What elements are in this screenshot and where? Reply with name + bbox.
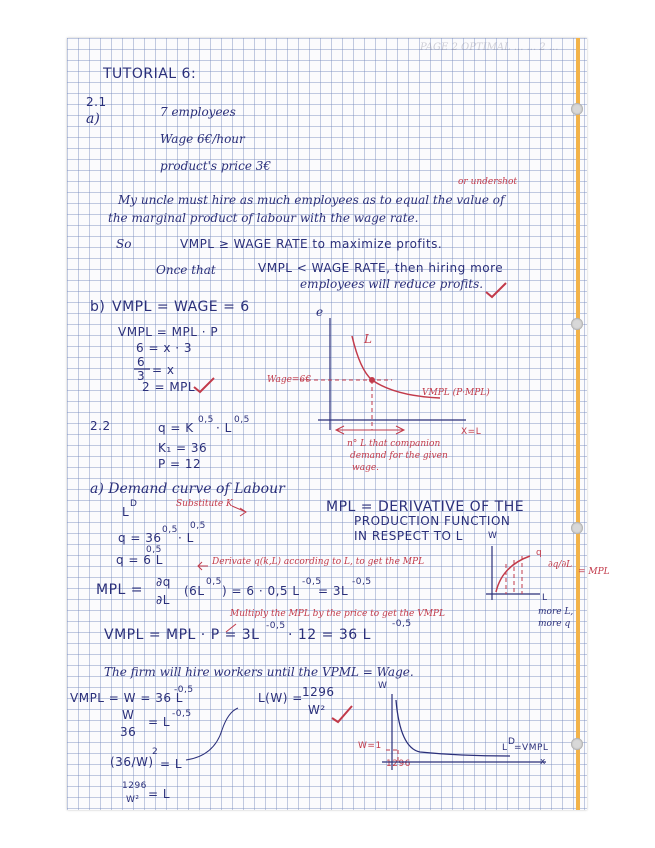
graph-axis-label: W: [378, 681, 388, 691]
equation: q = 36: [118, 531, 162, 545]
given-price: product's price 3€: [160, 159, 272, 173]
fraction-top: W: [122, 708, 135, 722]
annotation: Multiply the MPL by the price to get the VMPL: [230, 609, 445, 619]
graph-note: more q: [538, 619, 571, 629]
exponent: -0,5: [174, 685, 194, 695]
graph-note: more L,: [538, 607, 574, 617]
graph-curve-label: ∂q/∂L: [548, 560, 573, 570]
answer-text: the marginal product of labour with the wage rate.: [108, 211, 419, 225]
check-mark: [332, 706, 352, 722]
equilibrium-point: [369, 377, 375, 383]
answer-text: My uncle must hire as much employees as to equal the value of: [118, 193, 505, 207]
graph-curve-label: L: [502, 743, 508, 753]
answer-text: So: [116, 237, 132, 251]
superscript: D: [508, 737, 516, 747]
graph-curve-label: =VMPL: [514, 743, 549, 753]
exponent: -0,5: [266, 621, 286, 631]
definition: PRODUCTION FUNCTION: [354, 514, 511, 528]
graph-curve-label: = MPL: [578, 567, 610, 577]
graph-note: demand for the given: [350, 451, 448, 461]
condition-text: VMPL < WAGE RATE, then hiring more: [258, 261, 504, 275]
exponent: -0,5: [172, 709, 192, 719]
equation: · 12 = 36 L: [288, 627, 371, 643]
fraction-bottom: 3: [137, 369, 146, 383]
graph-axis-label: W: [488, 531, 498, 541]
exponent: 2: [152, 747, 159, 757]
equation: 6 = x · 3: [136, 341, 192, 355]
part-label: a): [86, 111, 100, 127]
fraction-top: 6: [137, 355, 146, 369]
graph-curve-label: L: [364, 332, 372, 346]
equation: (6L: [184, 584, 205, 598]
graph-curve-label: q: [536, 548, 543, 558]
fraction-top: 1296: [122, 781, 147, 791]
bleed-through-text: PAGE 2 OPTIMAL ... ... 2 ...: [420, 42, 559, 53]
check-mark: [486, 283, 506, 297]
equation: = x: [152, 363, 175, 377]
exponent: 0,5: [190, 521, 206, 531]
equation: 2 = MPL: [142, 380, 196, 394]
exponent: 0,5: [234, 415, 250, 425]
connector-arrow: [186, 708, 238, 760]
section-number: 2.1: [86, 95, 107, 109]
exponent: -0,5: [352, 577, 372, 587]
conclusion-text: The firm will hire workers until the VPML = Wage.: [104, 665, 414, 679]
check-mark: [194, 378, 214, 392]
fraction-top: 1296: [302, 685, 335, 699]
condition-text: VMPL ≥ WAGE RATE to maximize profits.: [180, 237, 443, 251]
equation: VMPL = MPL · P = 3L: [104, 627, 260, 643]
equation: = L: [160, 757, 183, 771]
equation: K₁ = 36: [158, 441, 208, 455]
annotation: Derivate q(k,L) according to L, to get the MPL: [212, 557, 425, 567]
vmpl-curve: [396, 700, 510, 756]
correction-note: or undershot: [458, 177, 518, 187]
graph-wage-label: W=1: [358, 741, 382, 751]
equation: ) = 6 · 0,5 L: [222, 584, 300, 598]
fraction-bottom: 36: [120, 725, 137, 739]
equation: = 3L: [318, 584, 349, 598]
exponent: 0,5: [206, 577, 222, 587]
exponent: -0,5: [392, 619, 412, 629]
equation: = L: [148, 787, 171, 801]
graph-note: wage.: [352, 463, 380, 473]
exponent: 0,5: [146, 545, 162, 555]
annotation-arrow: [198, 562, 208, 570]
equation: q = 6 L: [116, 553, 163, 567]
given-employees: 7 employees: [160, 105, 236, 119]
equation: VMPL = W = 36 L: [70, 691, 183, 705]
arrow: [336, 426, 404, 434]
given-wage: Wage 6€/hour: [160, 132, 245, 146]
definition: MPL = DERIVATIVE OF THE: [326, 499, 525, 515]
equation: · L: [178, 531, 194, 545]
page-title: TUTORIAL 6:: [103, 66, 197, 82]
section-number: 2.2: [90, 419, 111, 433]
fraction-top: ∂q: [156, 575, 171, 589]
equation: MPL =: [96, 582, 144, 598]
graph-axis-label: L: [542, 593, 548, 603]
equation: VMPL = WAGE = 6: [112, 299, 250, 315]
graph-wage-label: Wage=6€: [267, 375, 311, 385]
exponent: 0,5: [198, 415, 214, 425]
graph-axis-label: x: [540, 757, 546, 767]
graph-axis-label: X=L: [461, 427, 482, 437]
equation: P = 12: [158, 457, 202, 471]
graph-tick-label: 1296: [386, 759, 411, 769]
superscript: D: [130, 499, 138, 509]
equation: = L: [148, 715, 171, 729]
answer-text: Once that: [156, 263, 216, 277]
labour-demand-curve: [352, 336, 440, 398]
equation: VMPL = MPL · P: [118, 325, 219, 339]
exponent: 0,5: [162, 525, 178, 535]
result-equation: L(W) =: [258, 691, 303, 705]
annotation-arrow: [226, 624, 236, 632]
exponent: -0,5: [302, 577, 322, 587]
fraction-bottom: W²: [126, 795, 140, 805]
graph-curve-label: VMPL (P·MPL): [422, 388, 490, 398]
production-curve: [496, 556, 530, 592]
fraction-bottom: W²: [308, 703, 326, 717]
graph-axis-label: e: [316, 305, 324, 319]
equation: · L: [216, 421, 232, 435]
annotation-arrow: [232, 506, 246, 516]
graph-note: n° L that companion: [347, 439, 441, 449]
symbol: L: [122, 505, 130, 519]
definition: IN RESPECT TO L: [354, 529, 463, 543]
part-heading: a) Demand curve of Labour: [90, 481, 285, 497]
condition-text: employees will reduce profits.: [300, 277, 484, 291]
annotation: Substitute K: [176, 499, 233, 509]
equation: (36/W): [110, 755, 154, 769]
equation: q = K: [158, 421, 194, 435]
part-label: b): [90, 299, 106, 315]
fraction-bottom: ∂L: [156, 593, 170, 607]
